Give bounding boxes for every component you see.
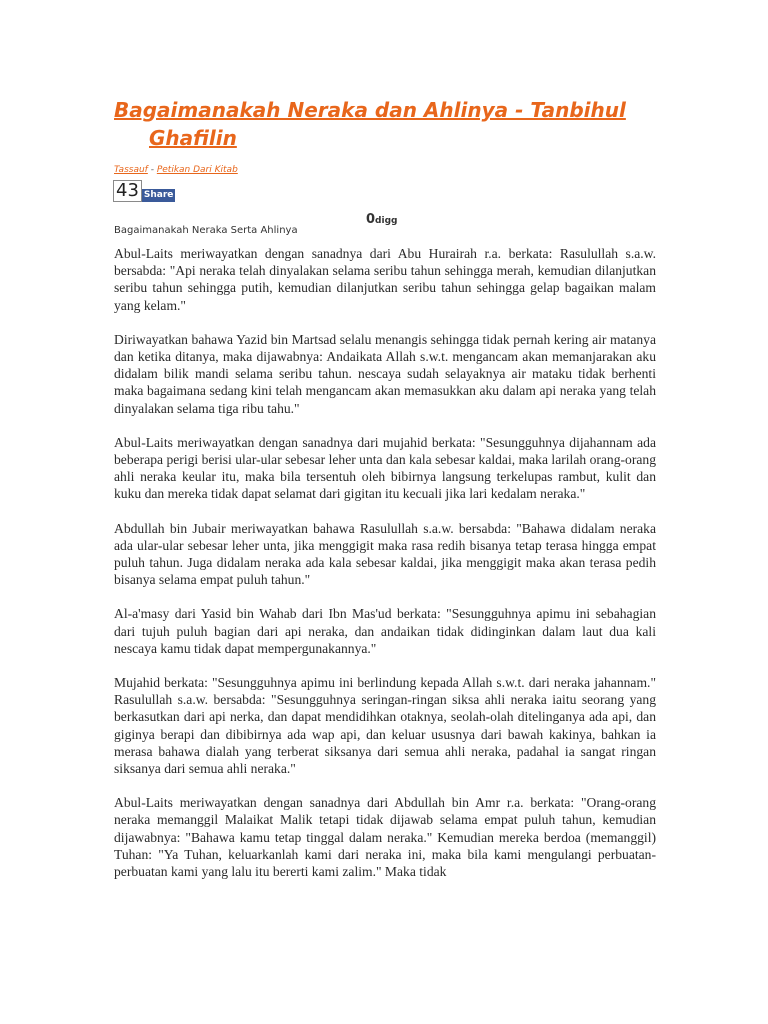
paragraph: Abul-Laits meriwayatkan dengan sanadnya dari Abu Hurairah r.a. berkata: Rasulullah s.a.w. bersabda: "Api neraka telah dinyalakan selama seribu tahun sehingga merah, kemudian dilanjutkan seribu tahun sehingga putih, kemudian dilanjutkan seribu tahun sehingga gelap bagaikan malam yang kelam.": [114, 246, 656, 313]
digg-label[interactable]: digg: [375, 216, 398, 226]
paragraph: Diriwayatkan bahawa Yazid bin Martsad selalu menangis sehingga tidak pernah kering air matanya dan ketika ditanya, maka dijawabnya: Andaikata Allah s.w.t. mengancam akan memanjarakan aku didalam bilik mandi selama seribu tahun. nescaya sudah selayaknya air mataku tidak berhenti maka bagaimana sedang kini telah mengancam akan memasukkan aku dalam api neraka yang telah dinyalakan selama tiga ribu tahu.": [114, 331, 656, 416]
paragraph: Abdullah bin Jubair meriwayatkan bahawa Rasulullah s.a.w. bersabda: "Bahawa didalam neraka ada ular-ular sebesar leher unta, jika menggigit maka rasa redih bisanya tetap terasa hingga empat puluh tahun. Juga didalam neraka ada kala sebesar kaldai, jika menggigit maka akan terasa pedih bisanya selama empat puluh tahun.": [114, 520, 656, 588]
article-subtitle: Bagaimanakah Neraka Serta Ahlinya: [114, 225, 298, 236]
article-body: [114, 245, 656, 897]
breadcrumb-subcategory-link[interactable]: Petikan Dari Kitab: [156, 165, 238, 175]
digg-count: 0: [366, 212, 376, 227]
paragraph: Abul-Laits meriwayatkan dengan sanadnya dari Abdullah bin Amr r.a. berkata: "Orang-orang neraka memanggil Malaikat Malik tetapi tidak dijawab selama empat puluh tahun, kemudian dijawabnya: "Bahawa kamu tetap tinggal dalam neraka." Kemudian mereka berdoa (memanggil) Tuhan: "Ya Tuhan, keluarkanlah kami dari neraka ini, maka bila kami mengulangi perbuatan-perbuatan kami yang lalu itu bererti kami zalim." Maka tidak: [114, 795, 656, 880]
title-line-1[interactable]: Bagaimanakah Neraka dan Ahlinya - Tanbihul: [114, 98, 626, 122]
title-line-2[interactable]: Ghafilin: [149, 126, 237, 150]
paragraph: Al-a'masy dari Yasid bin Wahab dari Ibn Mas'ud berkata: "Sesungguhnya apimu ini sebahagian dari tujuh puluh bagian dari api neraka, dan andaikan tidak didinginkan dalam laut dua kali nescaya kamu tidak dapat mempergunakannya.": [114, 606, 656, 656]
share-button[interactable]: Share: [143, 190, 174, 200]
digg-widget[interactable]: [366, 208, 397, 227]
breadcrumb-category-link[interactable]: Tassauf: [114, 165, 148, 175]
breadcrumb-separator: -: [147, 165, 157, 175]
share-widget[interactable]: [113, 180, 175, 202]
paragraph: Mujahid berkata: "Sesungguhnya apimu ini berlindung kepada Allah s.w.t. dari neraka jahannam." Rasulullah s.a.w. bersabda: "Sesungguhnya seringan-ringan siksa ahli neraka iaitu seorang yang berkasutkan dari api nerka, dan dapat mendidihkan otaknya, seolah-olah ditelinganya ada api, dan giginya berapi dan dibibirnya ada wap api, dan keluar ususnya dari bawah kakinya, bahkan ia merasa bahawa dialah yang terberat siksanya dari semua ahli neraka, padahal ia sangat ringan siksanya dari semua ahli neraka.": [114, 675, 656, 777]
paragraph: Abul-Laits meriwayatkan dengan sanadnya dari mujahid berkata: "Sesungguhnya dijahannam ada beberapa perigi berisi ular-ular sebesar leher unta dan kala sebesar kaldai, maka larilah orang-orang ahli neraka keular itu, maka bila tersentuh oleh bibirnya langsung terkelupas rambut, kulit dan kuku dan mereka tidak dapat selamat dari gigitan itu kecuali jika lari kedalam neraka.": [114, 434, 656, 502]
page-title[interactable]: [114, 96, 634, 152]
share-count: 43: [113, 180, 142, 202]
breadcrumb: [114, 165, 238, 175]
